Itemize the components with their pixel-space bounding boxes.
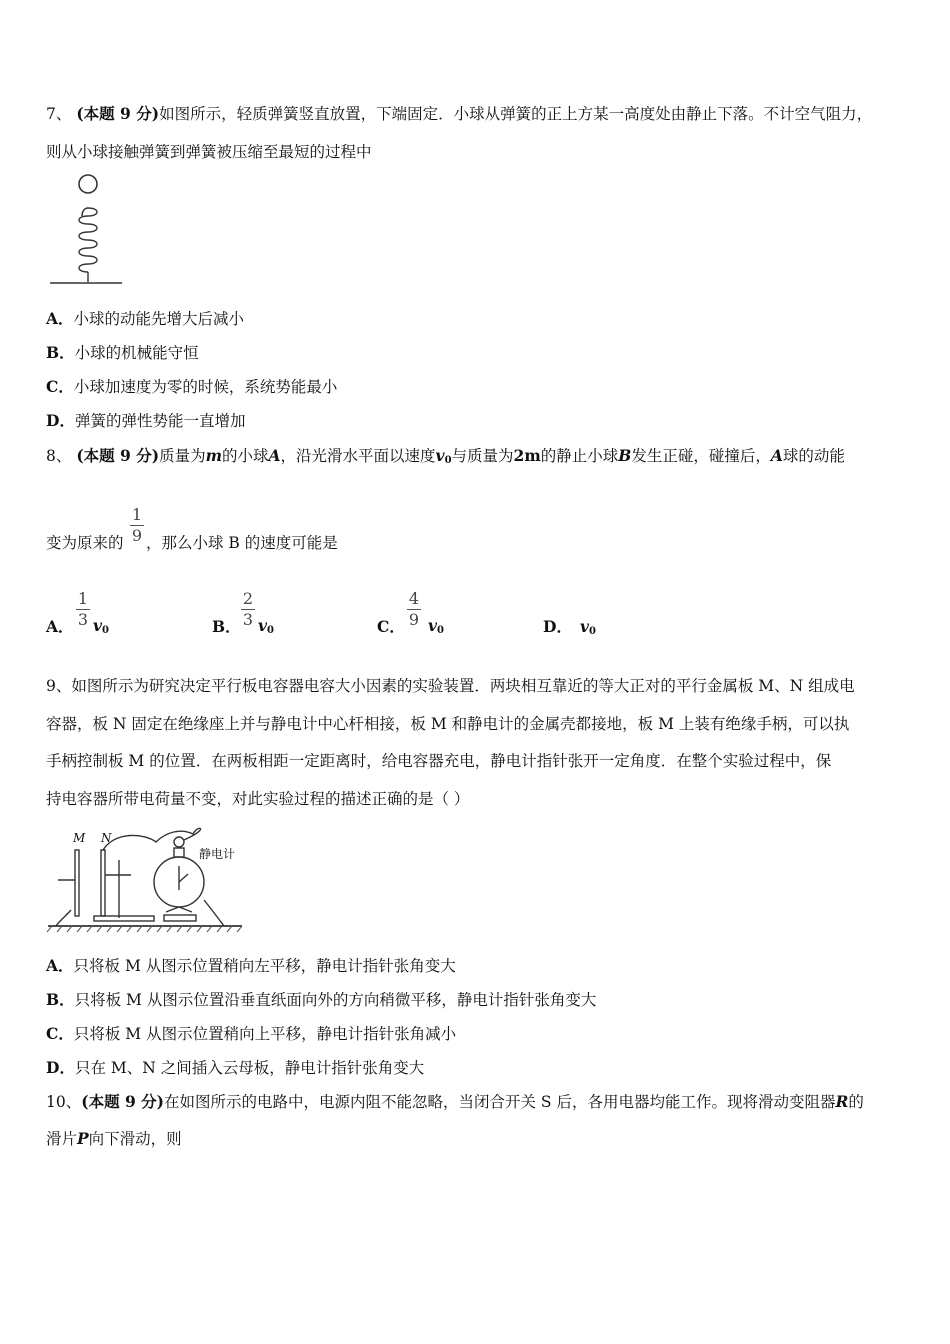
var-v: v <box>579 617 589 636</box>
q8-option-b-v <box>258 616 274 636</box>
spring-ball-figure <box>46 172 126 288</box>
option-text: 只将板 M 从图示位置稍向左平移，静电计指针张角变大 <box>73 957 456 975</box>
q8-option-c-fraction <box>406 591 422 628</box>
q8-option-c-letter: C． <box>377 617 405 636</box>
q10-text: 的 <box>848 1093 864 1111</box>
q8-option-a-fraction <box>75 591 91 628</box>
ground-wire-left <box>56 910 71 926</box>
q10-line2 <box>46 1127 182 1149</box>
q8-option-b-letter: B． <box>212 617 241 636</box>
q8-option-d <box>543 615 596 637</box>
option-text: 小球加速度为零的时候，系统势能最小 <box>73 378 338 396</box>
q10-text: 在如图所示的电路中，电源内阻不能忽略，当闭合开关 S 后，各用电器均能工作。现将滑动变阻器 <box>163 1093 836 1111</box>
fraction-denominator: 3 <box>77 610 89 629</box>
option-text: 小球的动能先增大后减小 <box>73 310 245 328</box>
option-letter: D． <box>46 411 75 430</box>
q9-line2: 容器，板 N 固定在绝缘座上并与静电计中心杆相接，板 M 和静电计的金属壳都接地，板 M 上装有绝缘手柄，可以执 <box>46 715 850 733</box>
option-letter: A． <box>46 956 74 975</box>
q8-option-c-v <box>428 616 444 636</box>
fraction-denominator: 9 <box>408 610 420 629</box>
q10-score-tag: (本题 9 分) <box>81 1092 164 1111</box>
fraction-denominator: 3 <box>242 610 254 629</box>
option-letter: C． <box>46 1024 74 1043</box>
var-v: v <box>93 616 103 635</box>
var-v-sub: 0 <box>267 625 274 636</box>
connecting-wire <box>103 828 201 850</box>
q7-line2: 则从小球接触弹簧到弹簧被压缩至最短的过程中 <box>46 143 372 161</box>
var-v: v <box>428 616 438 635</box>
q8-line2-pre: 变为原来的 <box>46 534 124 552</box>
ground-wire-right <box>204 900 224 926</box>
q10-number: 10、 <box>46 1093 82 1111</box>
q9-option-c <box>46 1022 456 1044</box>
var-v-sub: 0 <box>102 625 109 636</box>
electrometer-top <box>174 848 184 857</box>
stand-base <box>94 916 154 921</box>
option-text: 只将板 M 从图示位置稍向上平移，静电计指针张角减小 <box>73 1025 457 1043</box>
fraction-numerator: 1 <box>77 589 89 608</box>
electrometer-label: 静电计 <box>199 847 236 861</box>
q9-option-b <box>46 988 596 1010</box>
q9-line4: 持电容器所带电荷量不变，对此实验过程的描述正确的是（ ） <box>46 790 470 808</box>
q7-number: 7、 <box>46 105 72 123</box>
q10-text: 滑片 <box>46 1130 78 1148</box>
q7-line1 <box>46 102 872 124</box>
option-text: 小球的机械能守恒 <box>74 344 199 362</box>
option-letter: D． <box>543 617 572 636</box>
q9-option-d <box>46 1056 424 1078</box>
var-v-sub: 0 <box>437 625 444 636</box>
capacitor-drawing <box>46 820 246 938</box>
plate-m-label: M <box>73 831 86 845</box>
q8-var-a: A <box>770 446 783 465</box>
q8-option-a-v <box>93 616 109 636</box>
option-text: 只在 M、N 之间插入云母板，静电计指针张角变大 <box>74 1059 425 1077</box>
q9-line1: 9、如图所示为研究决定平行板电容器电容大小因素的实验装置．两块相互靠近的等大正对的平行金属板 M、N 组成电 <box>46 677 855 695</box>
q8-var-v: v <box>435 446 445 465</box>
q8-text: ，沿光滑水平面以速度 <box>280 447 436 465</box>
var-v: v <box>258 616 268 635</box>
q10-var-p: P <box>77 1129 89 1148</box>
q8-var-v-sub: 0 <box>444 455 452 466</box>
q9-option-a <box>46 954 456 976</box>
q8-number: 8、 <box>46 447 72 465</box>
q7-score-tag: (本题 9 分) <box>76 104 160 123</box>
fraction-numerator: 2 <box>242 589 254 608</box>
fraction-denominator: 9 <box>131 526 143 545</box>
q8-text: 发生正碰，碰撞后， <box>631 447 771 465</box>
q8-score-tag: (本题 9 分) <box>76 446 160 465</box>
q8-var-a: A <box>268 446 281 465</box>
q8-fraction-main <box>129 507 145 544</box>
q8-var-m: m <box>205 446 222 465</box>
fraction-numerator: 4 <box>408 589 420 608</box>
q8-line2-post: ，那么小球 B 的速度可能是 <box>146 534 338 552</box>
q10-var-r: R <box>835 1092 849 1111</box>
q8-text: 的小球 <box>221 447 269 465</box>
fraction-numerator: 1 <box>131 505 143 524</box>
q7-option-a <box>46 307 244 329</box>
option-letter: D． <box>46 1058 75 1077</box>
option-letter: A． <box>46 309 74 328</box>
q8-var-2m: 2m <box>513 446 541 465</box>
q8-var-b: B <box>618 446 632 465</box>
q7-option-b <box>46 341 199 363</box>
var-v-sub: 0 <box>588 626 596 637</box>
ball-icon <box>79 175 97 193</box>
option-text: 弹簧的弹性势能一直增加 <box>74 412 246 430</box>
q7-option-c <box>46 375 337 397</box>
option-letter: B． <box>46 343 75 362</box>
q8-text: 质量为 <box>159 447 206 465</box>
q8-text: 球的动能 <box>782 447 845 465</box>
q8-option-b-fraction <box>240 591 256 628</box>
option-text: 只将板 M 从图示位置沿垂直纸面向外的方向稍微平移，静电计指针张角变大 <box>74 991 597 1009</box>
q8-text: 的静止小球 <box>540 447 619 465</box>
plate-n-label: N <box>101 831 112 845</box>
plate-n <box>101 850 105 916</box>
q10-text: 向下滑动，则 <box>88 1130 182 1148</box>
plate-m <box>75 850 79 916</box>
q10-line1 <box>46 1090 864 1112</box>
capacitor-figure <box>46 820 246 938</box>
option-letter: B． <box>46 990 75 1009</box>
q8-text: 与质量为 <box>451 447 514 465</box>
q9-line3: 手柄控制板 M 的位置．在两板相距一定距离时，给电容器充电，静电计指针张开一定角度．在整个实验过程中，保 <box>46 752 832 770</box>
q8-option-a-letter: A． <box>46 617 74 636</box>
option-letter: C． <box>46 377 74 396</box>
q8-line1 <box>46 444 845 466</box>
q7-option-d <box>46 409 245 431</box>
q7-stem-line1: 如图所示，轻质弹簧竖直放置，下端固定．小球从弹簧的正上方某一高度处由静止下落。不计空气阻力， <box>159 105 873 123</box>
spring-icon <box>79 208 97 282</box>
